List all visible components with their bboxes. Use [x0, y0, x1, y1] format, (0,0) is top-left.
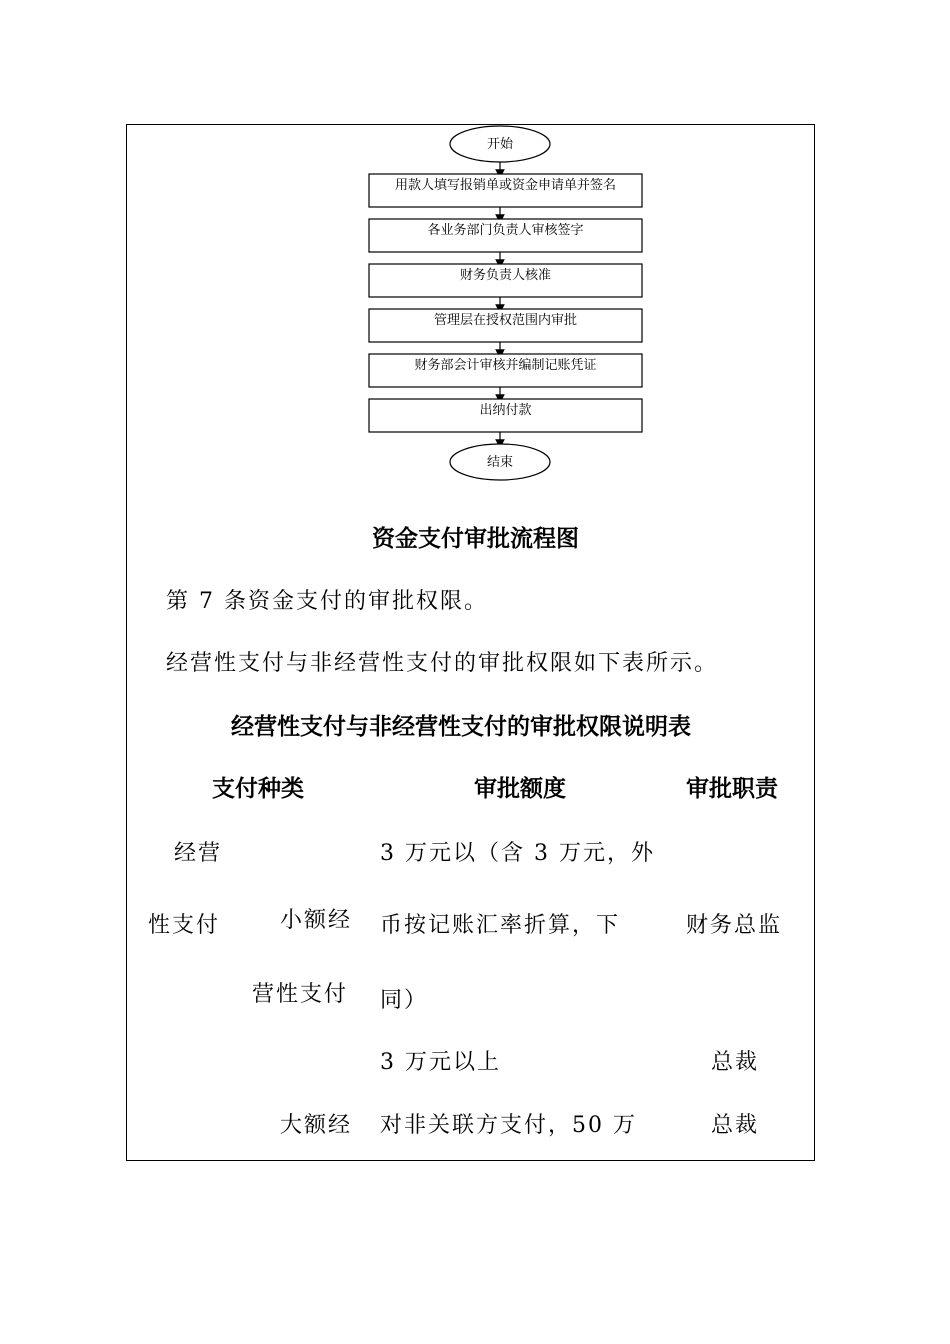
over-amount: 3 万元以上 [380, 1050, 501, 1075]
flow-step-6: 出纳付款 [479, 403, 532, 418]
large-amount: 对非关联方支付，50 万 [380, 1113, 637, 1138]
flow-step-1: 用款人填写报销单或资金申请单并签名 [394, 178, 616, 193]
small-amount-line-1: 3 万元以（含 3 万元，外 [380, 841, 655, 866]
flowchart-diagram [0, 0, 950, 500]
small-duty: 财务总监 [686, 913, 783, 938]
intro-paragraph: 经营性支付与非经营性支付的审批权限如下表所示。 [166, 651, 719, 676]
large-type-line-1: 大额经 [280, 1113, 353, 1138]
small-amount-line-2: 币按记账汇率折算，下 [380, 913, 621, 938]
large-duty: 总裁 [711, 1113, 760, 1138]
flow-step-2: 各业务部门负责人审核签字 [427, 223, 584, 238]
small-amount-line-3: 同） [380, 988, 429, 1013]
header-payment-type: 支付种类 [212, 775, 304, 802]
over-duty: 总裁 [711, 1050, 760, 1075]
header-approval-duty: 审批职责 [686, 775, 778, 802]
flow-step-5: 财务部会计审核并编制记账凭证 [414, 358, 597, 373]
flowchart-title: 资金支付审批流程图 [372, 525, 579, 552]
small-type-line-1: 小额经 [280, 908, 353, 933]
flow-end-label: 结束 [486, 455, 513, 470]
flow-start-label: 开始 [486, 137, 513, 152]
category-line-1: 经营 [174, 841, 223, 866]
table-title: 经营性支付与非经营性支付的审批权限说明表 [231, 713, 691, 740]
small-type-line-2: 营性支付 [252, 982, 349, 1007]
flow-step-4: 管理层在授权范围内审批 [433, 313, 577, 328]
category-line-2: 性支付 [148, 913, 221, 938]
flow-step-3: 财务负责人核准 [459, 268, 551, 283]
article-heading: 第 7 条资金支付的审批权限。 [166, 589, 488, 614]
header-approval-limit: 审批额度 [474, 775, 566, 802]
